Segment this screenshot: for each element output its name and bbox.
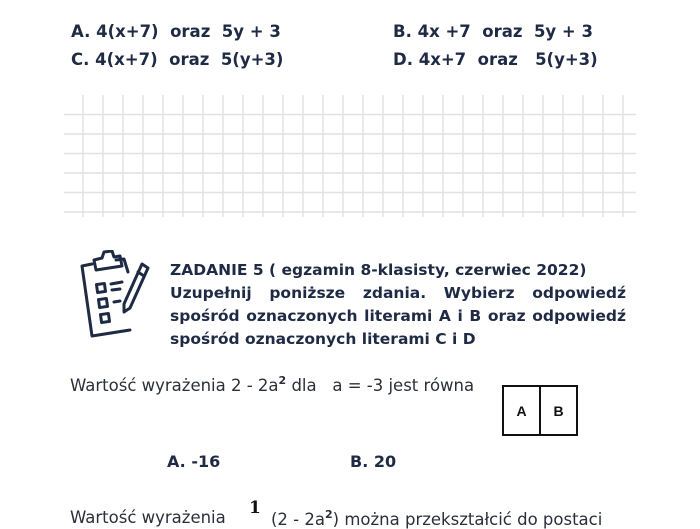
option-b: B. 4x +7 oraz 5y + 3	[393, 22, 593, 41]
task-title: ZADANIE 5 ( egzamin 8-klasisty, czerwiec 2022)	[170, 261, 587, 279]
question-2-text: Wartość wyrażenia	[70, 508, 226, 527]
option-a: A. 4(x+7) oraz 5y + 3	[71, 22, 281, 41]
fraction-numerator: 1	[249, 498, 261, 518]
answer-box-ab[interactable]	[502, 385, 578, 436]
option-c: C. 4(x+7) oraz 5(y+3)	[71, 50, 284, 69]
question-1-text: Wartość wyrażenia $2 - 2a^2$ dla a = -3 jest równa	[70, 374, 475, 395]
answer-cell-b[interactable]: B	[539, 387, 576, 434]
exponent: 2	[278, 374, 287, 387]
answer-cell-a[interactable]: A	[516, 402, 527, 419]
question-2-expression: $(2 - 2a^2)$ można przekształcić do postaci	[271, 508, 603, 529]
option-d: D. 4x+7 oraz 5(y+3)	[393, 50, 598, 69]
clipboard-checklist-icon	[78, 250, 154, 338]
task-instruction: Uzupełnij poniższe zdania. Wybierz odpowiedź spośród oznaczonych literami A i B oraz odpowiedź spośród oznaczonych literami C i D	[170, 284, 626, 348]
squared-work-grid	[64, 95, 636, 217]
question-1-option-a: A. -16	[167, 452, 221, 471]
question-1-option-b: B. 20	[350, 452, 397, 471]
